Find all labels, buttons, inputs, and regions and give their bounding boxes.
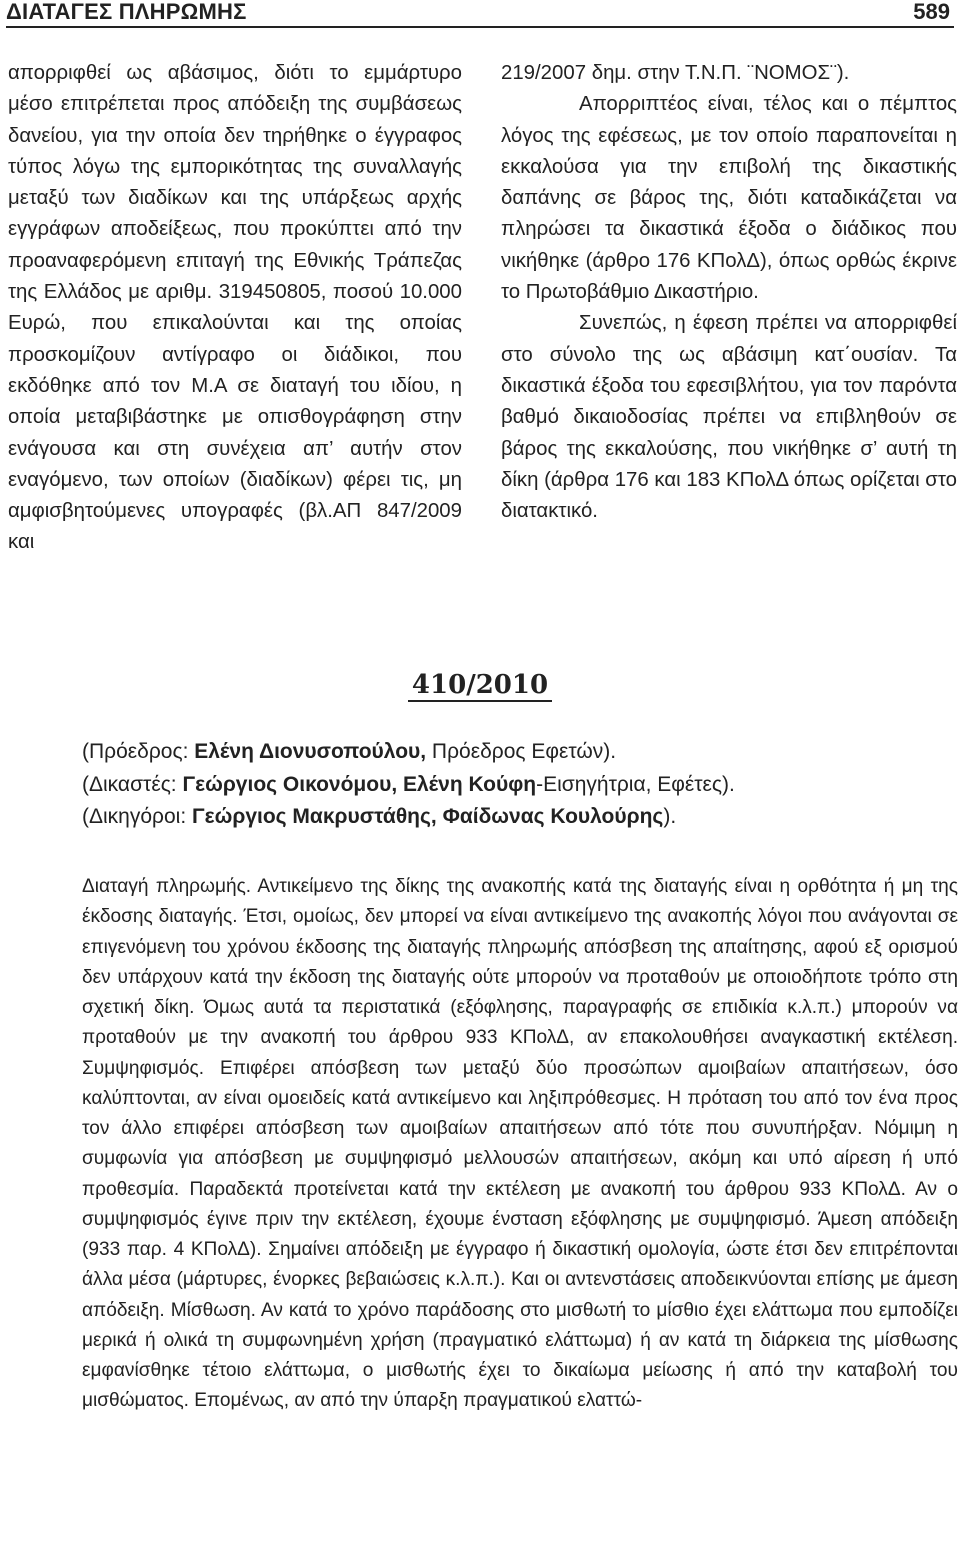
right-column-paragraph-1: 219/2007 δημ. στην Τ.Ν.Π. ¨ΝΟΜΟΣ¨). bbox=[501, 62, 850, 84]
president-suffix: Πρόεδρος Εφετών). bbox=[426, 740, 617, 763]
case-summary bbox=[82, 872, 958, 1417]
president-name: Ελένη Διονυσοπούλου, bbox=[194, 740, 427, 763]
judges-suffix: -Εισηγήτρια, Εφέτες). bbox=[536, 772, 735, 796]
right-column-paragraph-3: Συνεπώς, η έφεση πρέπει να απορριφθεί στο σύνολο της ως αβάσιμη κατ΄ουσίαν. Τα δικαστικά έξοδα του εφεσιβλήτου, για τον παρόντα βαθμό δικαιοδοσίας πρέπει να επιβληθούν σε βάρος της εκκαλούσης, που νικήθηκε σ’ αυτή τη δίκη (άρθρα 176 και 183 ΚΠολΔ όπως ορίζεται στο διατακτικό. bbox=[501, 312, 957, 523]
right-column-paragraph-2: Απορριπτέος είναι, τέλος και ο πέμπτος λόγος της εφέσεως, με τον οποίο παραπονείται η εκκαλούσα για την επιβολή της δικαστικής δαπάνης σε βάρος της, διότι καταδικάζεται να πληρώσει τα δικαστικά έξοδα ο διάδικος που νικήθηκε (άρθρο 176 ΚΠολΔ), όπως ορθώς έκρινε το Πρωτοβάθμιο Δικαστήριο. bbox=[501, 93, 957, 304]
court-composition bbox=[82, 736, 942, 834]
left-column-paragraph: απορριφθεί ως αβάσιμος, διότι το εμμάρτυρο μέσο επιτρέπεται προς απόδειξη της συμβάσεως δανείου, για την οποία δεν τηρήθηκε ο έγγραφος τύπος λόγω της εμπορικότητας της συναλλαγής μεταξύ των διαδίκων και της υπάρξεως αρχής εγγράφων αποδείξεως, που προκύπτει από την προαναφερόμενη επιταγή της Εθνικής Τράπεζας της Ελλάδος με αριθμ. 319450805, ποσού 10.000 Ευρώ, που επικαλούνται και της οποίας προσκομίζουν αντίγραφο οι διάδικοι, που εκδόθηκε από τον Μ.Α σε διαταγή του ιδίου, η οποία μεταβιβάστηκε με οπισθογράφηση στην ενάγουσα και στη συνέχεια απ’ αυτήν στον εναγόμενο, των οποίων (διαδίκων) φέρει τις, μη αμφισβητούμενες υπογραφές (βλ.ΑΠ 847/2009 και bbox=[8, 62, 462, 554]
judges-line bbox=[82, 769, 942, 802]
president-prefix: (Πρόεδρος: bbox=[82, 740, 195, 763]
right-column bbox=[501, 58, 957, 527]
case-number-heading bbox=[0, 668, 960, 702]
page-header bbox=[6, 0, 954, 28]
president-line bbox=[82, 736, 942, 769]
page-number: 589 bbox=[913, 0, 950, 24]
judges-prefix: (Δικαστές: bbox=[82, 772, 183, 796]
left-column bbox=[8, 58, 462, 559]
running-title: ΔΙΑΤΑΓΕΣ ΠΛΗΡΩΜΗΣ bbox=[6, 0, 247, 24]
lawyers-line bbox=[82, 801, 942, 834]
summary-text: Διαταγή πληρωμής. Αντικείμενο της δίκης της ανακοπής κατά της διαταγής είναι η ορθότητα ή μη της έκδοσης διαταγής. Έτσι, ομοίως, δεν μπορεί να είναι αντικείμενο της ανακοπής λόγοι που ανάγονται σε επιγενόμενη του χρόνου έκδοσης της διαταγής πληρωμής απόσβεση της απαίτησης, αφού εξ ορισμού δεν υπάρχουν κατά την έκδοση της διαταγής ούτε μπορούν να προταθούν με οποιοδήποτε τρόπο στη σχετική δίκη. Όμως αυτά τα περιστατικά (εξόφλησης, παραγραφής σε επιδικία κ.λ.π.) μπορούν να προταθούν με την ανακοπή του άρθρου 933 ΚΠολΔ, αν επακολουθήσει αναγκαστική εκτέλεση. Συμψηφισμός. Επιφέρει απόσβεση των μεταξύ δύο προσώπων αμοιβαίων απαιτήσεων, όσο καλύπτονται, αν είναι ομοειδείς κατά αντικείμενο και ληξιπρόθεσμες. Η πρόταση του από τον ένα προς τον άλλο επιφέρει απόσβεση των αμοιβαίων απαιτήσεων από τότε που συνυπήρξαν. Νόμιμη η συμφωνία για απόσβεση με συμψηφισμό μελλουσών απαιτήσεων, ακόμη και υπό αίρεση ή υπό προθεσμία. Παραδεκτά προτείνεται κατά την εκτέλεση με ανακοπή του άρθρου 933 ΚΠολΔ. Αν ο συμψηφισμός έγινε πριν την εκτέλεση, έχουμε ένσταση εξόφλησης με συμψηφισμό. Άμεση απόδειξη (933 παρ. 4 ΚΠολΔ). Σημαίνει απόδειξη με έγγραφο ή δικαστική ομολογία, ώστε έτσι δεν επιτρέπονται άλλα μέσα (μάρτυρες, ένορκες βεβαιώσεις κ.λ.π.). Και οι αντενστάσεις αποδεικνύονται επίσης με άμεση απόδειξη. Μίσθωση. Αν κατά το χρόνο παράδοσης στο μισθωτή το μίσθιο έχει ελάττωμα που εμποδίζει μερικά ή ολικά τη συμφωνημένη χρήση (πραγματικό ελάττωμα) ή αν κατά τη διάρκεια της μίσθωσης εμφανίσθηκε τέτοιο ελάττωμα, ο μισθωτής έχει το δικαίωμα μείωσης ή από την καταβολή του μισθώματος. Επομένως, αν από την ύπαρξη πραγματικού ελαττώ- bbox=[82, 876, 958, 1412]
judges-names: Γεώργιος Οικονόμου, Ελένη Κούφη bbox=[182, 772, 537, 796]
lawyers-suffix: ). bbox=[663, 805, 677, 828]
lawyers-names: Γεώργιος Μακρυστάθης, Φαίδωνας Κουλούρης bbox=[192, 805, 664, 828]
case-number: 410/2010 bbox=[408, 670, 552, 702]
lawyers-prefix: (Δικηγόροι: bbox=[82, 805, 193, 828]
